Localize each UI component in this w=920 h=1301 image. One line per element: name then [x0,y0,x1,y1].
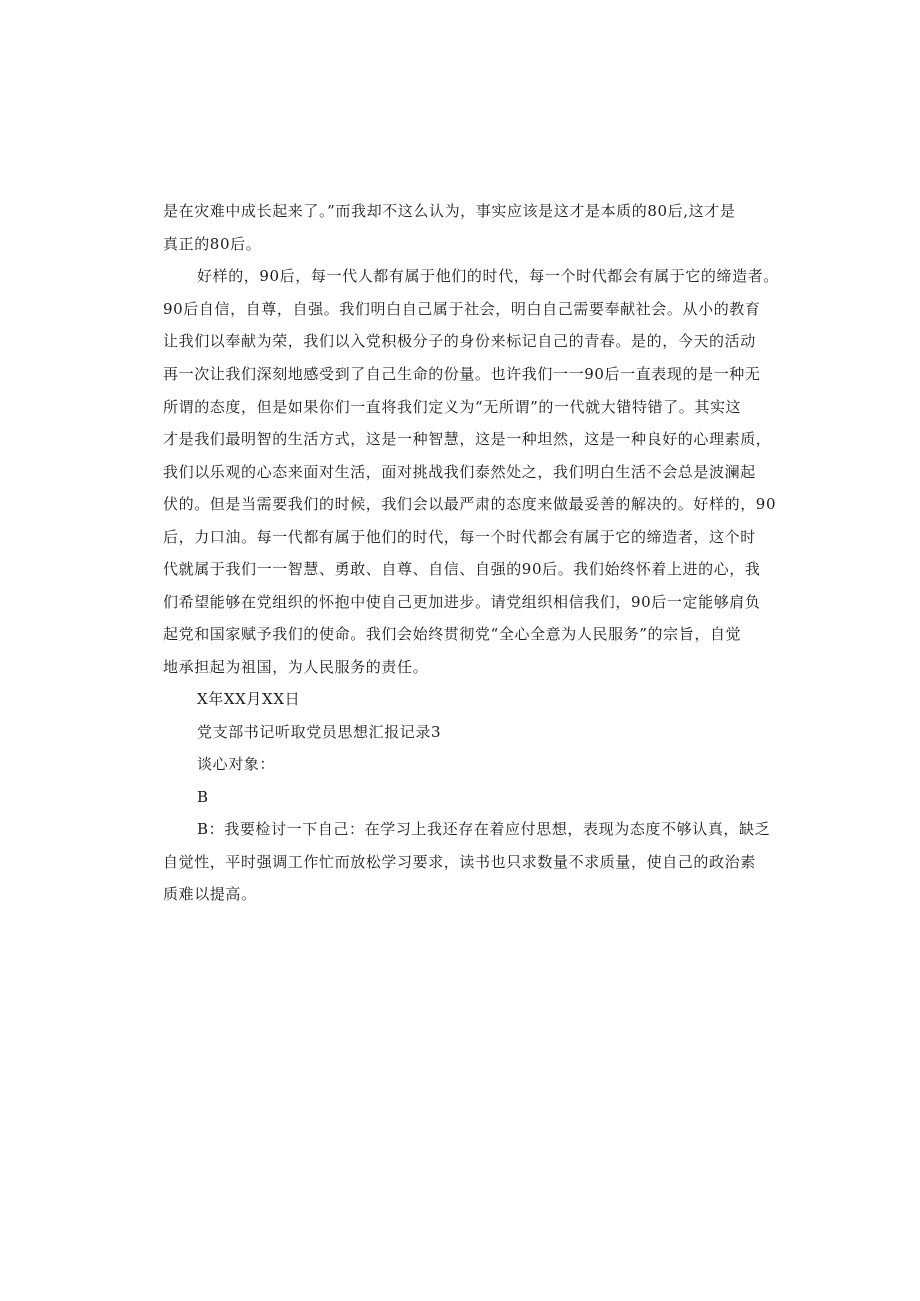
text-line: 们希望能够在党组织的怀抱中使自己更加进步。请党组织相信我们，90后一定能够肩负 [163,593,761,611]
interview-subject-label: 谈心对象： [197,755,276,773]
text-line: 质难以提高。 [163,885,257,903]
text-line: 真正的80后。 [163,235,262,253]
paragraph-start-line: B：我要检讨一下自己：在学习上我还存在着应付思想，表现为态度不够认真，缺乏 [197,820,771,838]
text-line: 代就属于我们一一智慧、勇敢、自尊、自信、自强的90后。我们始终怀着上进的心，我 [163,560,761,578]
text-line: 所谓的态度，但是如果你们一直将我们定义为“无所谓”的一代就大错特错了。其实这 [163,398,742,416]
text-line: 起党和国家赋予我们的使命。我们会始终贯彻党“全心全意为人民服务”的宗旨，自觉 [163,625,742,643]
interview-subject-value: B [197,788,209,806]
text-line: 才是我们最明智的生活方式，这是一种智慧，这是一种坦然，这是一种良好的心理素质， [163,430,772,448]
paragraph-start-line: 好样的，90后，每一代人都有属于他们的时代，每一个时代都会有属于它的缔造者。 [197,267,779,285]
text-line: 自觉性，平时强调工作忙而放松学习要求，读书也只求数量不求质量，使自己的政治素 [163,853,756,871]
text-line: 是在灾难中成长起来了。”而我却不这么认为，事实应该是这才是本质的80后,这才是 [163,202,736,220]
text-line: 后，力口油。每一代都有属于他们的时代，每一个时代都会有属于它的缔造者，这个时 [163,528,756,546]
text-line: 我们以乐观的心态来面对生活，面对挑战我们泰然处之，我们明白生活不会总是波澜起 [163,463,756,481]
text-line: 90后自信，自尊，自强。我们明白自己属于社会，明白自己需要奉献社会。从小的教育 [163,300,761,318]
text-line: 伏的。但是当需要我们的时候，我们会以最严肃的态度来做最妥善的解决的。好样的，90 [163,495,777,513]
date-line: X年XX月XX日 [197,690,301,708]
text-line: 地承担起为祖国，为人民服务的责任。 [163,658,429,676]
record-title: 党支部书记听取党员思想汇报记录3 [197,723,442,741]
text-line: 再一次让我们深刻地感受到了自己生命的份量。也许我们一一90后一直表现的是一种无 [163,365,761,383]
text-line: 让我们以奉献为荣，我们以入党积极分子的身份来标记自己的青春。是的，今天的活动 [163,332,756,350]
